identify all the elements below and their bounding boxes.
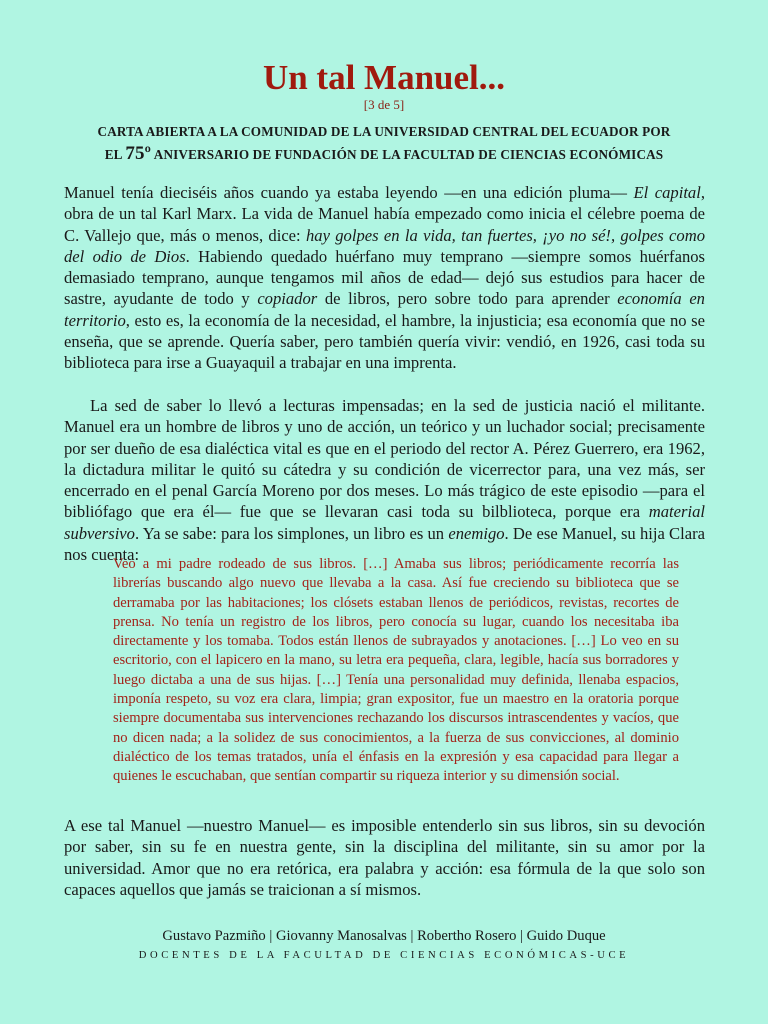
text-run: Manuel tenía dieciséis años cuando ya estaba leyendo —en una edición pluma— (64, 183, 634, 202)
text-run: . Ya se sabe: para los simplones, un libro es un (134, 523, 449, 543)
italic-book-title: El capital (633, 183, 701, 202)
italic-term: economía en territorio (64, 289, 705, 330)
text-run: . De ese Manuel, su hija Clara nos cuenta: (64, 523, 705, 565)
italic-poem-quote: hay golpes en la vida, tan fuertes, ¡yo no sé!, golpes como del odio de Dios (64, 225, 706, 266)
text-run: . Habiendo quedado huérfano muy temprano —siempre somos huérfanos demasiado temprano, aunque tengamos mil años de edad— dejó sus estudios para hacer de sastre, ayudante de todo y (64, 246, 705, 309)
article-title: Un tal Manuel... (262, 58, 506, 97)
subheading-prefix: EL (104, 147, 126, 162)
italic-term: material subversivo (64, 502, 705, 543)
italic-term: enemigo (448, 523, 505, 543)
text-run: , obra de un tal Karl Marx. La vida de Manuel había empezado como inicia el célebre poema de C. Vallejo que, más o menos, dice: (64, 183, 705, 245)
paragraph-2 (64, 395, 705, 565)
text-run: , esto es, la economía de la necesidad, el hambre, la injusticia; esa economía que no se enseña, que se aprende. Quería saber, pero también quería vivir: vendió, en 1926, casi toda su biblioteca para irse a Guayaquil a trabajar en una imprenta. (64, 310, 705, 373)
subheading-line-2 (60, 143, 708, 166)
author-affiliation: DOCENTES DE LA FACULTAD DE CIENCIAS ECONÓMICAS-UCE (138, 950, 630, 961)
anniversary-number: 75º (125, 143, 152, 164)
italic-term: copiador (257, 289, 318, 309)
paragraph-1 (64, 182, 705, 374)
text-run: de libros, pero sobre todo para aprender (317, 289, 618, 309)
author-list: Gustavo Pazmiño | Giovanny Manosalvas | Robertho Rosero | Guido Duque (162, 928, 606, 944)
series-part-label: [3 de 5] (363, 97, 405, 112)
article-subheading (60, 121, 708, 166)
block-quote (113, 555, 679, 787)
subheading-suffix: ANIVERSARIO DE FUNDACIÓN DE LA FACULTAD DE CIENCIAS ECONÓMICAS (151, 147, 664, 162)
closing-text: A ese tal Manuel —nuestro Manuel— es imposible entenderlo sin sus libros, sin su devoción por saber, sin su fe en nuestra gente, sin la disciplina del militante, sin su amor por la universidad. Amor que no era retórica, era palabra y acción: esa fórmula de la que solo son capaces aquellos que jamás se traicionan a sí mismos. (64, 816, 705, 899)
subheading-line-1: CARTA ABIERTA A LA COMUNIDAD DE LA UNIVERSIDAD CENTRAL DEL ECUADOR POR (97, 124, 671, 139)
quote-text: Veo a mi padre rodeado de sus libros. […] Amaba sus libros; periódicamente recorría las librerías buscando algo nuevo que llevaba a la casa. Así fue creciendo su biblioteca que se derramaba por las habitaciones; los clósets estaban llenos de periódicos, revistas, recortes de prensa. No tenía un registro de los libros, pero conocía su lugar, cuando los necesitaba iba directamente y los tomaba. Todos están llenos de subrayados y anotaciones. […] Lo veo en su escritorio, con el lapicero en la mano, su letra era pequeña, clara, legible, hacía sus borradores y luego dictaba a una de sus hijas. […] Tenía una personalidad muy definida, llenaba espacios, imponía respeto, su voz era clara, limpia; gran expositor, fue un maestro en la oratoria porque siempre documentaba sus intervenciones rechazando los discursos intrascendentes y vacíos, que no dicen nada; a la solidez de sus conocimientos, a la fuerza de sus convicciones, al dominio dialéctico de los temas tratados, unía el énfasis en la expresión y esa capacidad para llegar a quienes le escuchaban, que sentían compartir su riqueza interior y su dimensión social. (113, 556, 679, 785)
text-run: La sed de saber lo llevó a lecturas impensadas; en la sed de justicia nació el militante. Manuel era un hombre de libros y uno de acción, un teórico y un luchador social; precisamente por ser dueño de esa dialéctica vital es que en el periodo del rector A. Pérez Guerrero, era 1962, la dictadura militar le quitó su cátedra y su condición de vicerrector para, una vez más, ser encerrado en el penal García Moreno por dos meses. Lo más trágico de este episodio —para el bibliófago que era él— fue que se llevaran casi toda su bilblioteca, porque era (64, 396, 705, 522)
paragraph-3 (64, 815, 705, 900)
